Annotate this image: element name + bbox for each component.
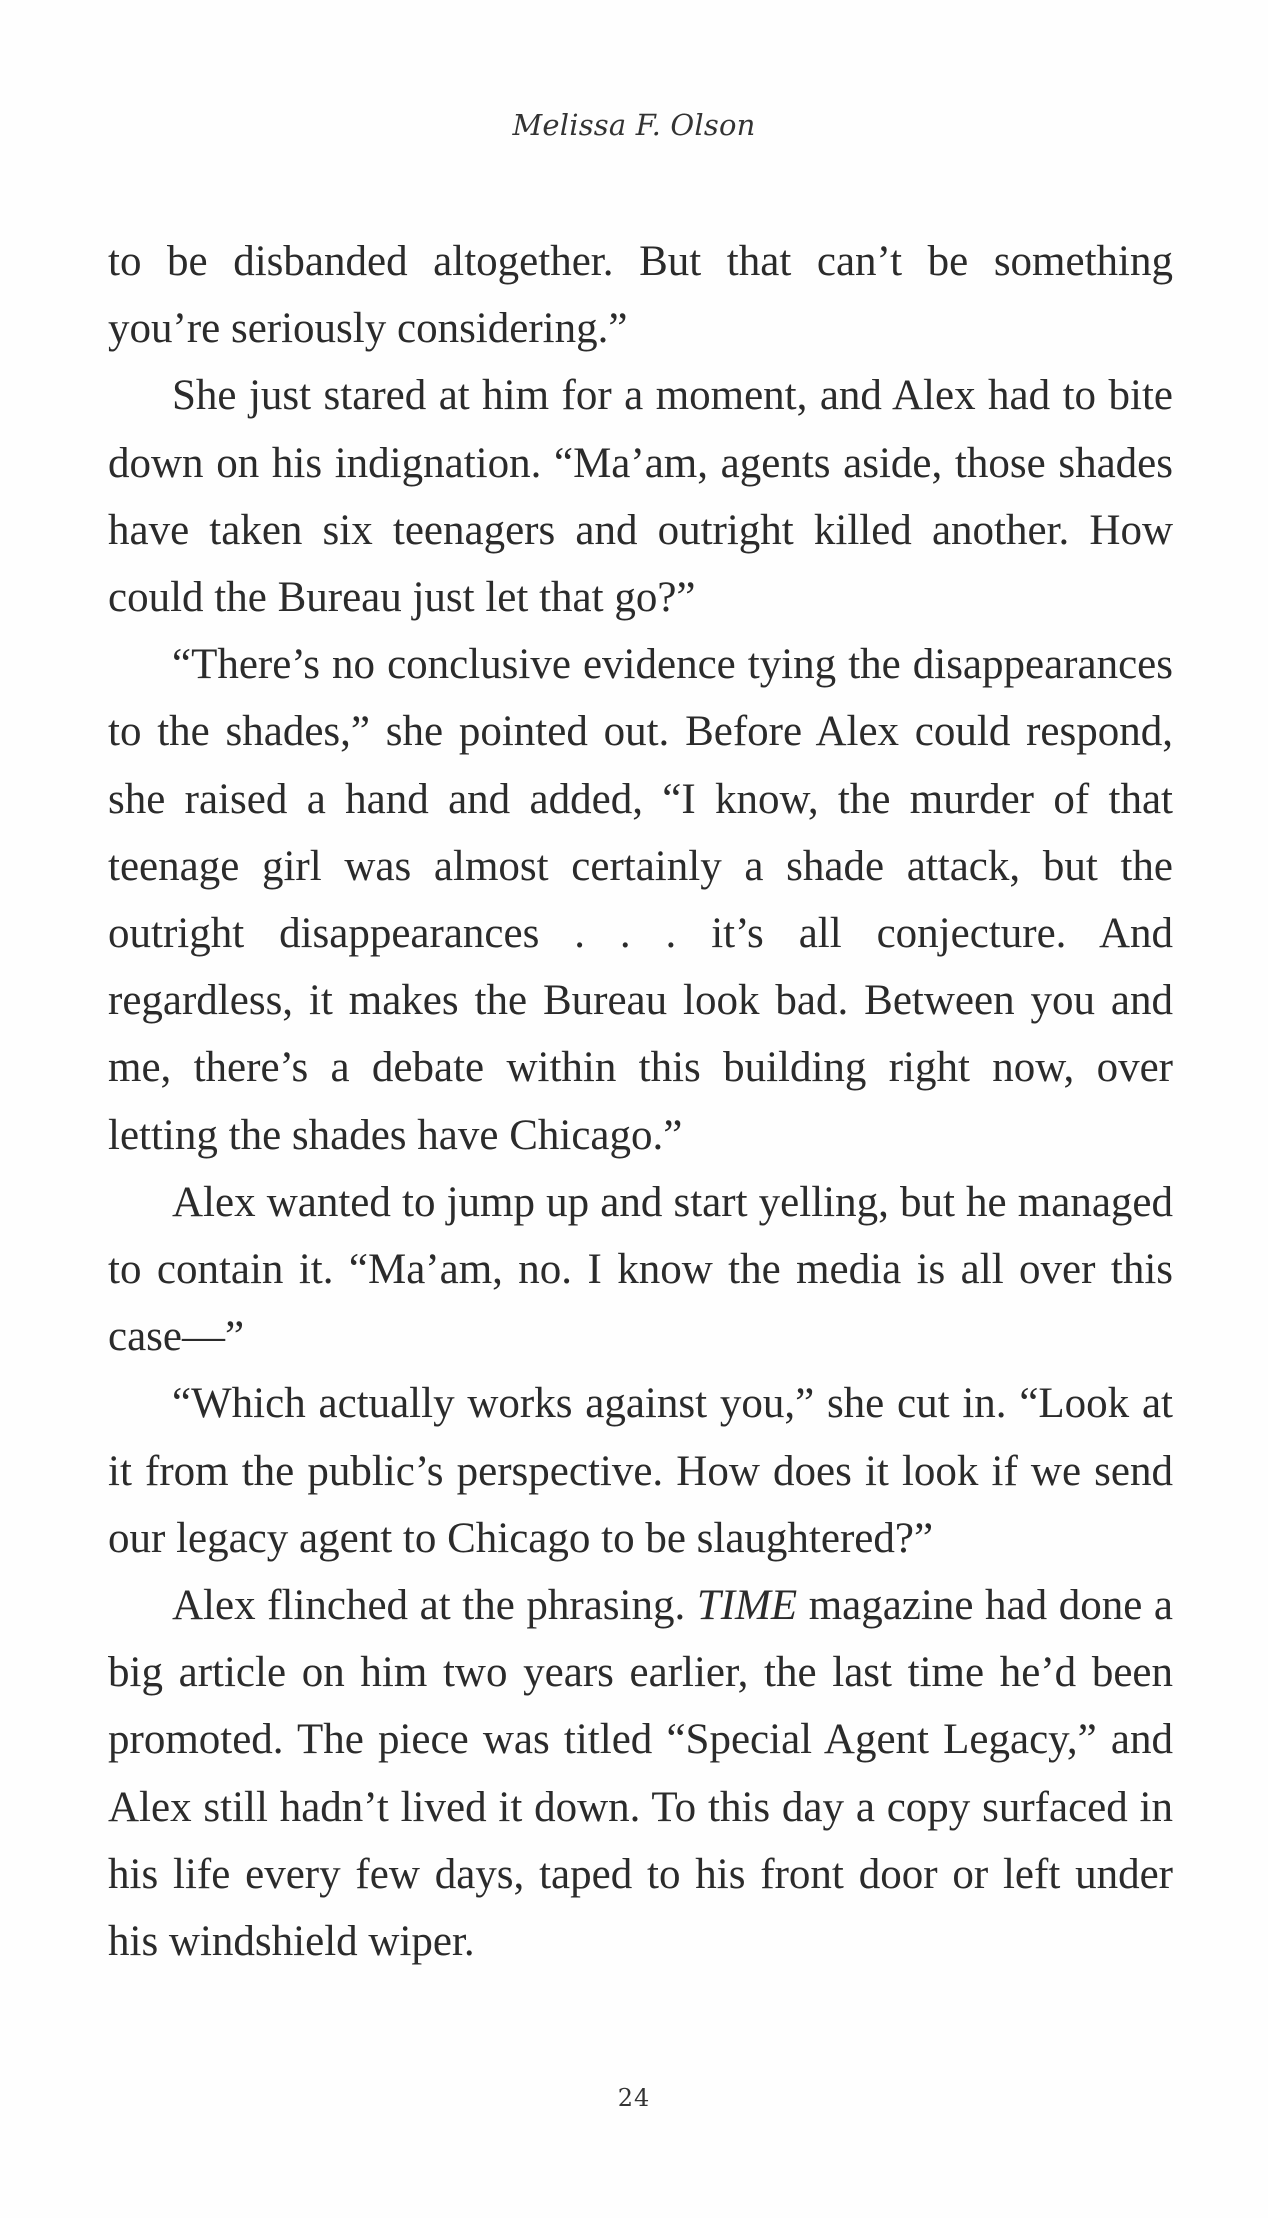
paragraph-6-after: magazine had done a big article on him two years earlier, the last time he’d been promoted. The piece was titled “Special Agent Legacy,” and Alex still hadn’t lived it down. To this day a copy surfaced in his life every few days, taped to his front door or left under his windshield wiper. bbox=[108, 1582, 1173, 1966]
body-text bbox=[108, 228, 1173, 1975]
paragraph-3: “There’s no conclusive evidence tying the disappearances to the shades,” she pointed out. Before Alex could respond, she raised a hand and added, “I know, the murder of that teenage girl was almost certainly a shade attack, but the outright disappearances . . . it’s all conjecture. And regardless, it makes the Bureau look bad. Between you and me, there’s a debate within this building right now, over letting the shades have Chicago.” bbox=[108, 641, 1173, 1159]
paragraph-1: to be disbanded altogether. But that can’t be something you’re seriously considering.” bbox=[108, 238, 1173, 353]
paragraph-5: “Which actually works against you,” she cut in. “Look at it from the public’s perspective. How does it look if we send our legacy agent to Chicago to be slaughtered?” bbox=[108, 1380, 1173, 1562]
running-head-author: Melissa F. Olson bbox=[512, 108, 756, 142]
page-number: 24 bbox=[617, 2084, 651, 2112]
paragraph-6-before: Alex flinched at the phrasing. bbox=[172, 1582, 697, 1630]
paragraph-2: She just stared at him for a moment, and Alex had to bite down on his indignation. “Ma’am, agents aside, those shades have taken six teenagers and outright killed another. How could the Bureau just let that go?” bbox=[108, 372, 1173, 622]
magazine-title: TIME bbox=[696, 1582, 798, 1630]
paragraph-4: Alex wanted to jump up and start yelling, but he managed to contain it. “Ma’am, no. I know the media is all over this case—” bbox=[108, 1178, 1173, 1361]
paragraph-6 bbox=[108, 1572, 1173, 1975]
